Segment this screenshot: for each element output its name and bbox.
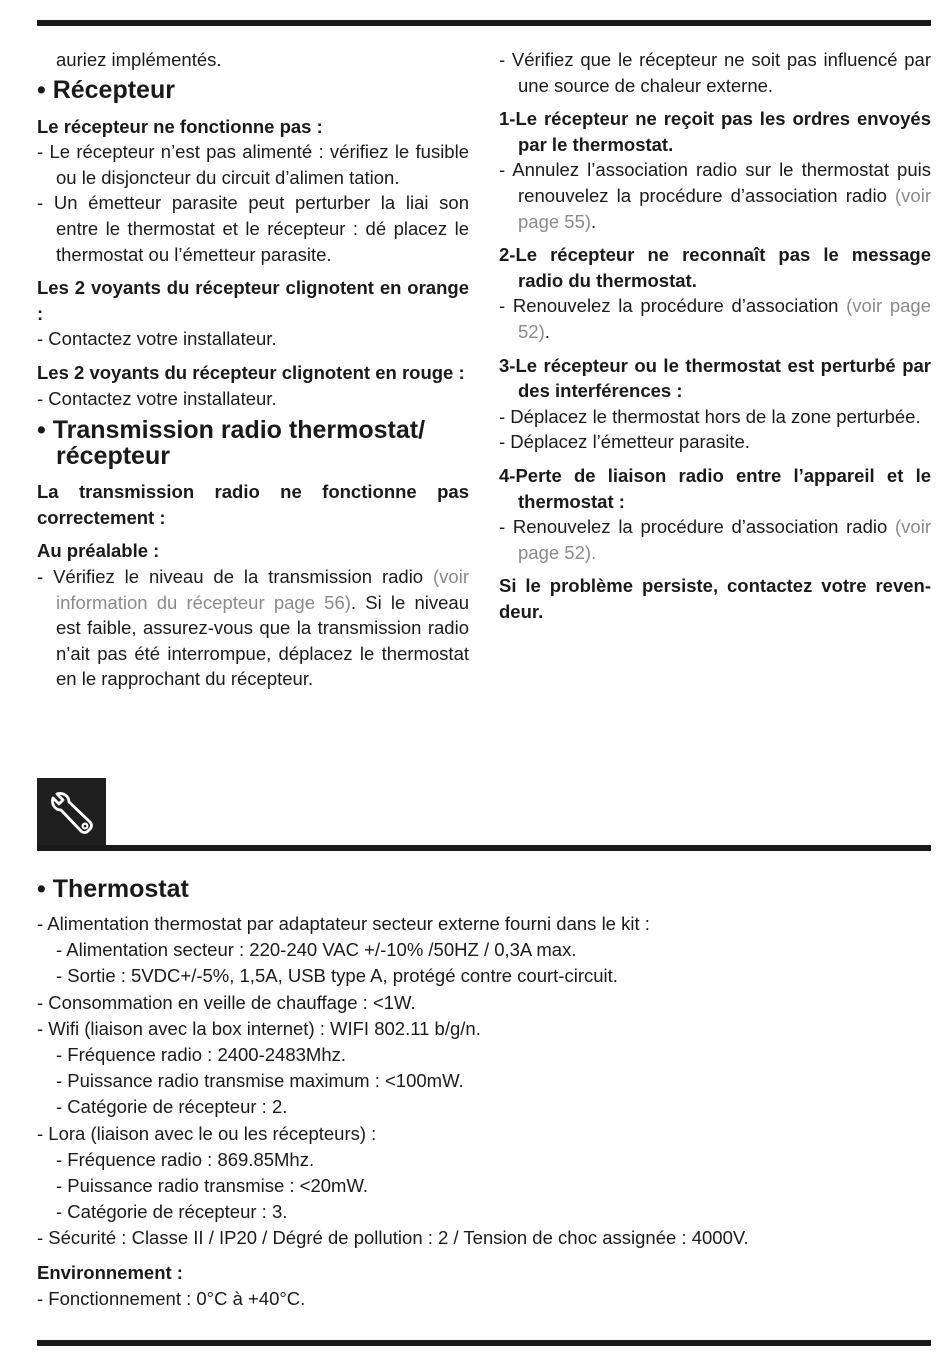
transmission-heading: • Transmission radio thermostat/ récepteur	[37, 416, 426, 471]
spec-sub-item: - Fréquence radio : 2400-2483Mhz.	[56, 1044, 347, 1066]
continued-line: auriez implémentés.	[56, 49, 222, 70]
environment-heading: Environnement :	[37, 1261, 183, 1283]
left-column	[37, 47, 469, 692]
recepteur-ne-fonctionne-heading: Le récepteur ne fonctionne pas :	[37, 115, 323, 137]
top-rule	[37, 20, 931, 26]
bullet-niveau: - Vérifiez le niveau de la transmission radio (voir information du récepteur page 56). Si le niveau est faible, assurez-vous que la transmission radio n’ait pas été interrompue, déplacez le thermostat en le rapprochant du récepteur.	[37, 565, 469, 690]
spec-sub-item: - Catégorie de récepteur : 3.	[56, 1201, 288, 1223]
rouge-heading: Les 2 voyants du récepteur clignotent en rouge :	[37, 361, 465, 383]
wrench-icon	[37, 778, 106, 847]
bullet-chaleur: - Vérifiez que le récepteur ne soit pas influencé par une source de chaleur externe.	[499, 49, 931, 96]
spec-item: - Sécurité : Classe II / IP20 / Dégré de pollution : 2 / Tension de choc assignée : 4000V.	[37, 1227, 749, 1249]
recepteur-heading: • Récepteur	[37, 75, 175, 104]
transmission-heading-sub: La transmission radio ne fonctionne pas correctement :	[37, 481, 469, 528]
spec-item: - Consommation en veille de chauffage : <1W.	[37, 991, 416, 1013]
issue-3-bullet-1: - Déplacez le thermostat hors de la zone perturbée.	[499, 405, 921, 427]
page-reference: (voir information du récepteur page 56)	[56, 565, 469, 613]
page-reference: (voir page 52).	[518, 516, 931, 563]
spec-sub-item: - Sortie : 5VDC+/-5%, 1,5A, USB type A, protégé contre court-circuit.	[56, 965, 618, 987]
prealable-heading: Au préalable :	[37, 540, 160, 562]
bottom-rule	[37, 1340, 931, 1346]
thermostat-specs	[37, 876, 931, 1312]
issue-4-heading: 4-Perte de liaison radio entre l’appareil et le thermostat :	[499, 464, 931, 512]
thermostat-heading: • Thermostat	[37, 875, 189, 903]
orange-heading: Les 2 voyants du récepteur clignotent en orange :	[37, 277, 469, 324]
environment-item: - Fonctionnement : 0°C à +40°C.	[37, 1287, 306, 1309]
right-column	[499, 47, 931, 624]
spec-item: - Lora (liaison avec le ou les récepteurs) :	[37, 1122, 377, 1144]
bullet-contact-1: - Contactez votre installateur.	[37, 328, 277, 350]
spec-sub-item: - Alimentation secteur : 220-240 VAC +/-10% /50HZ / 0,3A max.	[56, 939, 577, 961]
issue-2-heading: 2-Le récepteur ne reconnaît pas le message radio du thermostat.	[499, 244, 931, 291]
page-reference: (voir page 55)	[518, 184, 931, 232]
bullet-alimente: - Le récepteur n’est pas alimenté : vérifiez le fusible ou le disjoncteur du circuit d’alimen tation.	[37, 141, 469, 188]
issue-3-bullet-2: - Déplacez l’émetteur parasite.	[499, 431, 750, 453]
page-reference: (voir page 52)	[518, 295, 931, 342]
spec-list	[37, 911, 931, 1252]
issue-4-bullet: - Renouvelez la procédure d’association radio (voir page 52).	[499, 516, 931, 563]
spec-sub-item: - Fréquence radio : 869.85Mhz.	[56, 1148, 315, 1170]
spec-sub-item: - Puissance radio transmise maximum : <100mW.	[56, 1070, 464, 1092]
bullet-emetteur: - Un émetteur parasite peut perturber la liai son entre le thermostat et le récepteur : dé placez le thermostat ou l’émetteur parasite.	[37, 192, 469, 265]
spec-sub-item: - Catégorie de récepteur : 2.	[56, 1096, 288, 1118]
spec-item: - Alimentation thermostat par adaptateur secteur externe fourni dans le kit :	[37, 913, 650, 934]
spec-item: - Wifi (liaison avec la box internet) : WIFI 802.11 b/g/n.	[37, 1017, 481, 1039]
issue-1-heading: 1-Le récepteur ne reçoit pas les ordres envoyés par le thermostat.	[499, 108, 931, 155]
final-note: Si le problème persiste, contactez votre reven- deur.	[499, 575, 931, 622]
issue-2-bullet: - Renouvelez la procédure d’association (voir page 52).	[499, 295, 931, 342]
bullet-contact-2: - Contactez votre installateur.	[37, 387, 277, 409]
issue-3-heading: 3-Le récepteur ou le thermostat est perturbé par des interférences :	[499, 354, 931, 402]
spec-sub-item: - Puissance radio transmise : <20mW.	[56, 1175, 369, 1197]
issue-1-bullet: - Annulez l’association radio sur le thermostat puis renouvelez la procédure d’association radio (voir page 55).	[499, 159, 931, 232]
section-rule	[37, 845, 931, 851]
